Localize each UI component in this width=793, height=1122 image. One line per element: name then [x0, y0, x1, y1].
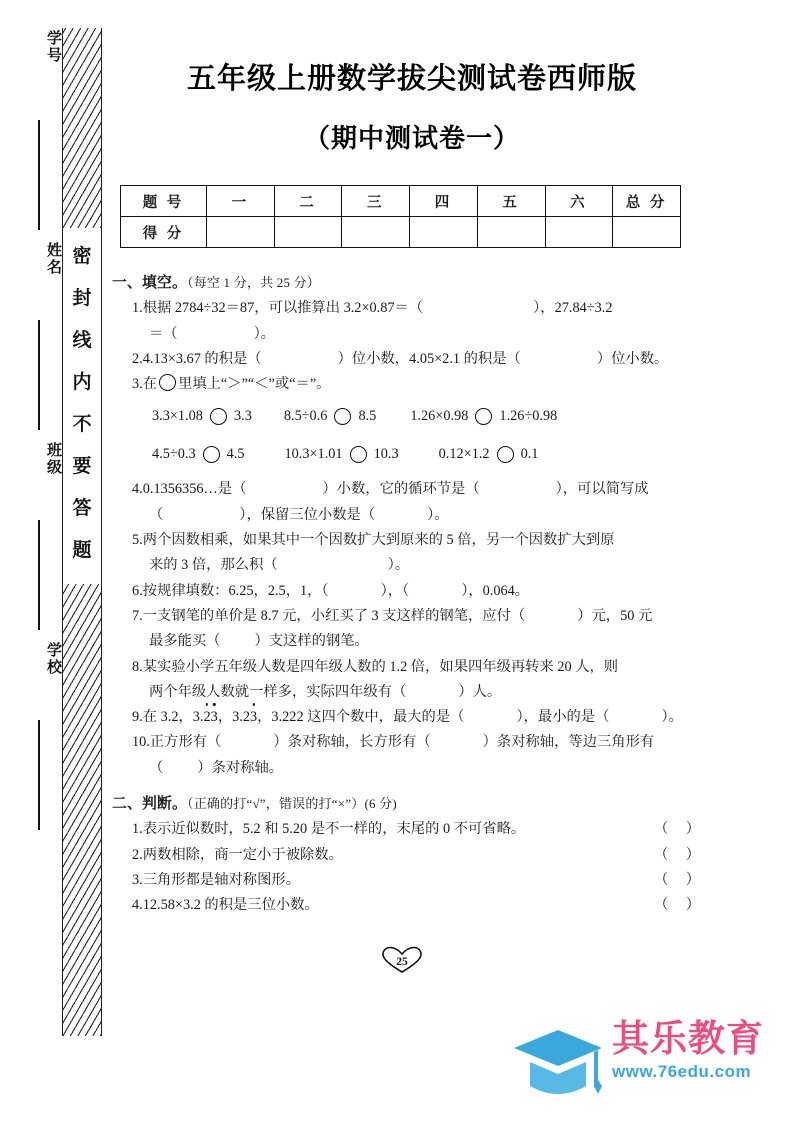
score-cell-total[interactable] — [613, 217, 681, 248]
field-rule — [38, 520, 40, 630]
q3-r2-left-1: 4.5÷0.3 — [152, 446, 196, 463]
q4-text-b: ）小数，它的循环节是（ — [322, 481, 480, 498]
q2-text-b: ）位小数，4.05×2.1 的积是（ — [337, 350, 521, 367]
judgement-1-answer-box[interactable] — [654, 817, 712, 842]
q8-line-2 — [149, 680, 712, 705]
q3-r1-left-1: 3.3×1.08 — [152, 408, 203, 425]
q2-text-a: 4.13×3.67 的积是（ — [142, 350, 262, 367]
section-two-label: 二、判断。 — [112, 796, 187, 813]
hatch-pattern-bottom — [63, 584, 101, 1036]
judgement-item-1 — [132, 817, 712, 842]
seal-char-0: 密 — [72, 246, 92, 267]
section-heading-judgement — [112, 791, 712, 817]
table-row-question-numbers — [121, 186, 681, 217]
q3-compare-row-2 — [152, 439, 712, 469]
q1-text-a: 根据 2784÷32＝87，可以推算出 3.2×0.87＝（ — [142, 300, 424, 317]
q5-text-a: 两个因数相乘，如果其中一个因数扩大到原来的 5 倍，另一个因数扩大到原 — [142, 532, 615, 549]
q9-text-c: ，3.222 这四个数中，最大的是（ — [257, 709, 465, 726]
question-7 — [132, 604, 712, 655]
q3-r1-left-2: 8.5÷0.6 — [283, 408, 328, 425]
row-label-question-number: 题 号 — [121, 186, 207, 217]
q5-text-c: ）。 — [387, 557, 410, 574]
q3-r2-right-1: 4.5 — [226, 446, 245, 463]
q4-text-d: （ — [149, 506, 164, 523]
seal-char-3: 内 — [72, 372, 92, 393]
q5-text-b: 来的 3 倍，那么积（ — [149, 557, 278, 574]
q7-text-b: ）元，50 元 — [577, 607, 653, 624]
judgement-4-number: 4. — [132, 897, 143, 914]
q8-text-b: 两个年级人数就一样多，实际四年级有（ — [149, 683, 407, 700]
judgement-2-answer-box[interactable] — [654, 843, 712, 868]
col-header-6: 六 — [545, 186, 613, 217]
q3-text-b: 里填上“＞”“＜”或“＝”。 — [178, 376, 331, 393]
question-9 — [132, 705, 712, 730]
seal-char-5: 要 — [72, 456, 92, 477]
logo-website-url: www.76edu.com — [612, 1062, 752, 1081]
seal-margin-sidebar — [0, 0, 112, 1122]
judgement-item-4 — [132, 893, 712, 918]
q9-text-a: 在 3.2，3. — [142, 709, 204, 726]
q6-text-a: 按规律填数：6.25，2.5，1，（ — [142, 582, 329, 599]
section-one-label: 一、填空。 — [112, 275, 187, 291]
col-header-total: 总 分 — [613, 186, 681, 217]
q10-text-a: 正方形有（ — [149, 734, 222, 751]
compare-circle-icon[interactable] — [497, 446, 514, 463]
judgement-1-text: 表示近似数时，5.2 和 5.20 是不一样的，末尾的 0 不可省略。 — [142, 821, 526, 838]
q6-number: 6. — [132, 582, 143, 599]
compare-circle-icon[interactable] — [350, 446, 367, 463]
compare-circle-icon[interactable] — [475, 408, 492, 425]
compare-circle-icon[interactable] — [203, 446, 220, 463]
logo-brand-name: 其乐教育 — [612, 1019, 764, 1060]
q1-number: 1. — [132, 300, 143, 317]
q6-text-c: ），0.064。 — [461, 582, 530, 599]
seal-char-1: 封 — [72, 288, 92, 309]
judgement-3-number: 3. — [132, 871, 143, 888]
q10-text-c: ）条对称轴，等边三角形有 — [482, 734, 655, 751]
judgement-4-answer-box[interactable] — [654, 893, 712, 918]
logo-text-group — [612, 1020, 764, 1082]
graduation-cap-icon — [512, 1024, 604, 1107]
judgement-3-answer-box[interactable] — [654, 868, 712, 893]
score-cell-5[interactable] — [477, 217, 545, 248]
paren-close: ） — [685, 846, 700, 863]
col-header-2: 二 — [274, 186, 342, 217]
q9-number: 9. — [132, 709, 143, 726]
q4-line-2 — [149, 503, 712, 528]
paren-close: ） — [685, 897, 700, 914]
compare-circle-icon[interactable] — [334, 408, 351, 425]
q3-r1-right-1: 3.3 — [233, 408, 252, 425]
question-1 — [132, 296, 712, 347]
col-header-1: 一 — [207, 186, 275, 217]
question-4 — [132, 477, 712, 528]
q8-text-a: 某实验小学五年级人数是四年级人数的 1.2 倍，如果四年级再转来 20 人，则 — [142, 658, 619, 675]
score-table — [120, 185, 681, 248]
q3-r2-right-2: 10.3 — [373, 446, 399, 463]
exam-page — [112, 0, 793, 1122]
q10-line-2 — [149, 756, 712, 781]
section-two-points: （正确的打“√”，错误的打“×”）(6 分) — [187, 796, 397, 812]
paren-close: ） — [685, 871, 700, 888]
q9-text-e: ）。 — [661, 709, 683, 726]
q10-text-e: ）条对称轴。 — [197, 759, 284, 776]
q3-compare-item-1 — [152, 401, 252, 431]
q3-compare-item-4 — [152, 439, 244, 469]
judgement-2-number: 2. — [132, 846, 143, 863]
q4-text-e: ），保留三位小数是（ — [239, 506, 376, 523]
question-8 — [132, 655, 712, 706]
q7-line-2 — [149, 629, 712, 654]
q3-compare-item-2 — [284, 401, 376, 431]
q9-repeat-digit-1: 2 — [204, 705, 211, 730]
judgement-1-number: 1. — [132, 821, 143, 838]
question-10 — [132, 730, 712, 781]
field-label-xuehao: 学号 — [45, 30, 61, 64]
q3-compare-item-3 — [410, 401, 557, 431]
q5-line-2 — [149, 553, 712, 578]
seal-line-box — [62, 28, 102, 1036]
paren-open: （ — [654, 821, 669, 838]
exam-content — [112, 268, 712, 919]
score-cell-4[interactable] — [410, 217, 478, 248]
field-rule — [38, 120, 40, 230]
seal-char-6: 答 — [72, 498, 92, 519]
judgement-3-text: 三角形都是轴对称图形。 — [142, 871, 300, 888]
q1-line-2 — [149, 322, 712, 347]
question-2 — [132, 347, 712, 372]
q8-text-c: ）人。 — [458, 683, 502, 700]
q9-text-d: ），最小的是（ — [516, 709, 610, 726]
q1-text-c: ＝（ — [149, 325, 178, 342]
q9-repeat-digit-2: 3 — [211, 705, 218, 730]
q9-repeat-digit-3: 3 — [250, 705, 257, 730]
section-heading-fill-in — [112, 270, 712, 296]
q3-r2-left-3: 0.12×1.2 — [438, 446, 490, 463]
q2-text-c: ）位小数。 — [596, 350, 669, 367]
field-label-xingming: 姓名 — [45, 242, 61, 276]
q3-compare-item-5 — [284, 439, 398, 469]
brand-logo — [512, 1020, 764, 1107]
q6-text-b: ），（ — [380, 582, 410, 599]
q3-compare-item-6 — [439, 439, 539, 469]
q1-text-b: ），27.84÷3.2 — [533, 300, 613, 317]
page-title: 五年级上册数学拔尖测试卷西师版 — [186, 63, 637, 95]
q4-text-f: ）。 — [427, 506, 449, 523]
paren-open: （ — [654, 897, 669, 914]
question-5 — [132, 528, 712, 579]
page-number-text: 25 — [396, 955, 408, 968]
paren-close: ） — [685, 821, 700, 838]
seal-char-4: 不 — [72, 414, 92, 435]
q3-compare-row-1 — [152, 401, 712, 431]
q4-text-a: 0.1356356…是（ — [142, 481, 247, 498]
section-one-points: （每空 1 分，共 25 分） — [187, 275, 321, 290]
q2-number: 2. — [132, 350, 143, 367]
col-header-3: 三 — [342, 186, 410, 217]
q3-r1-left-3: 1.26×0.98 — [410, 408, 469, 425]
seal-char-7: 题 — [72, 540, 92, 561]
page-number-badge — [380, 945, 424, 975]
q7-text-d: ）支这样的钢笔。 — [254, 633, 369, 650]
compare-circle-icon[interactable] — [210, 408, 227, 425]
judgement-2-text: 两数相除，商一定小于被除数。 — [142, 846, 343, 863]
q4-number: 4. — [132, 481, 143, 498]
q3-text-a: 在 — [142, 376, 158, 393]
hatch-pattern-top — [63, 28, 101, 228]
q7-text-c: 最多能买（ — [149, 633, 221, 650]
q3-r2-right-3: 0.1 — [520, 446, 539, 463]
q10-number: 10. — [132, 734, 150, 751]
q8-number: 8. — [132, 658, 143, 675]
table-row-scores — [121, 217, 681, 248]
q5-number: 5. — [132, 532, 143, 549]
paren-open: （ — [654, 846, 669, 863]
judgement-item-2 — [132, 843, 712, 868]
judgement-item-3 — [132, 868, 712, 893]
q3-r1-right-2: 8.5 — [358, 408, 377, 425]
circle-blank-icon[interactable] — [159, 374, 176, 391]
q3-r1-right-3: 1.26÷0.98 — [499, 408, 558, 425]
row-label-score: 得 分 — [121, 217, 207, 248]
score-cell-3[interactable] — [342, 217, 410, 248]
q10-text-b: ）条对称轴，长方形有（ — [273, 734, 431, 751]
q3-r2-left-2: 10.3×1.01 — [284, 446, 343, 463]
q4-text-c: ），可以简写成 — [555, 481, 649, 498]
q7-text-a: 一支钢笔的单价是 8.7 元，小红买了 3 支这样的钢笔，应付（ — [142, 607, 526, 624]
q7-number: 7. — [132, 607, 143, 624]
score-cell-1[interactable] — [207, 217, 275, 248]
student-fields — [18, 30, 64, 1030]
score-cell-2[interactable] — [274, 217, 342, 248]
field-label-banji: 班级 — [45, 442, 61, 476]
q3-number: 3. — [132, 376, 143, 393]
q1-text-d: ）。 — [253, 325, 276, 342]
q10-text-d: （ — [149, 759, 164, 776]
page-subtitle: （期中测试卷一） — [303, 124, 520, 153]
q9-text-b: ，3.2 — [217, 709, 250, 726]
field-label-xuexiao: 学校 — [45, 642, 61, 676]
field-rule — [38, 320, 40, 430]
judgement-4-text: 12.58×3.2 的积是三位小数。 — [142, 897, 319, 914]
col-header-4: 四 — [410, 186, 478, 217]
score-cell-6[interactable] — [545, 217, 613, 248]
seal-line-text — [63, 236, 101, 576]
col-header-5: 五 — [477, 186, 545, 217]
question-6 — [132, 579, 712, 604]
seal-char-2: 线 — [72, 330, 92, 351]
paren-open: （ — [654, 871, 669, 888]
question-3 — [132, 372, 712, 397]
field-rule — [38, 720, 40, 830]
